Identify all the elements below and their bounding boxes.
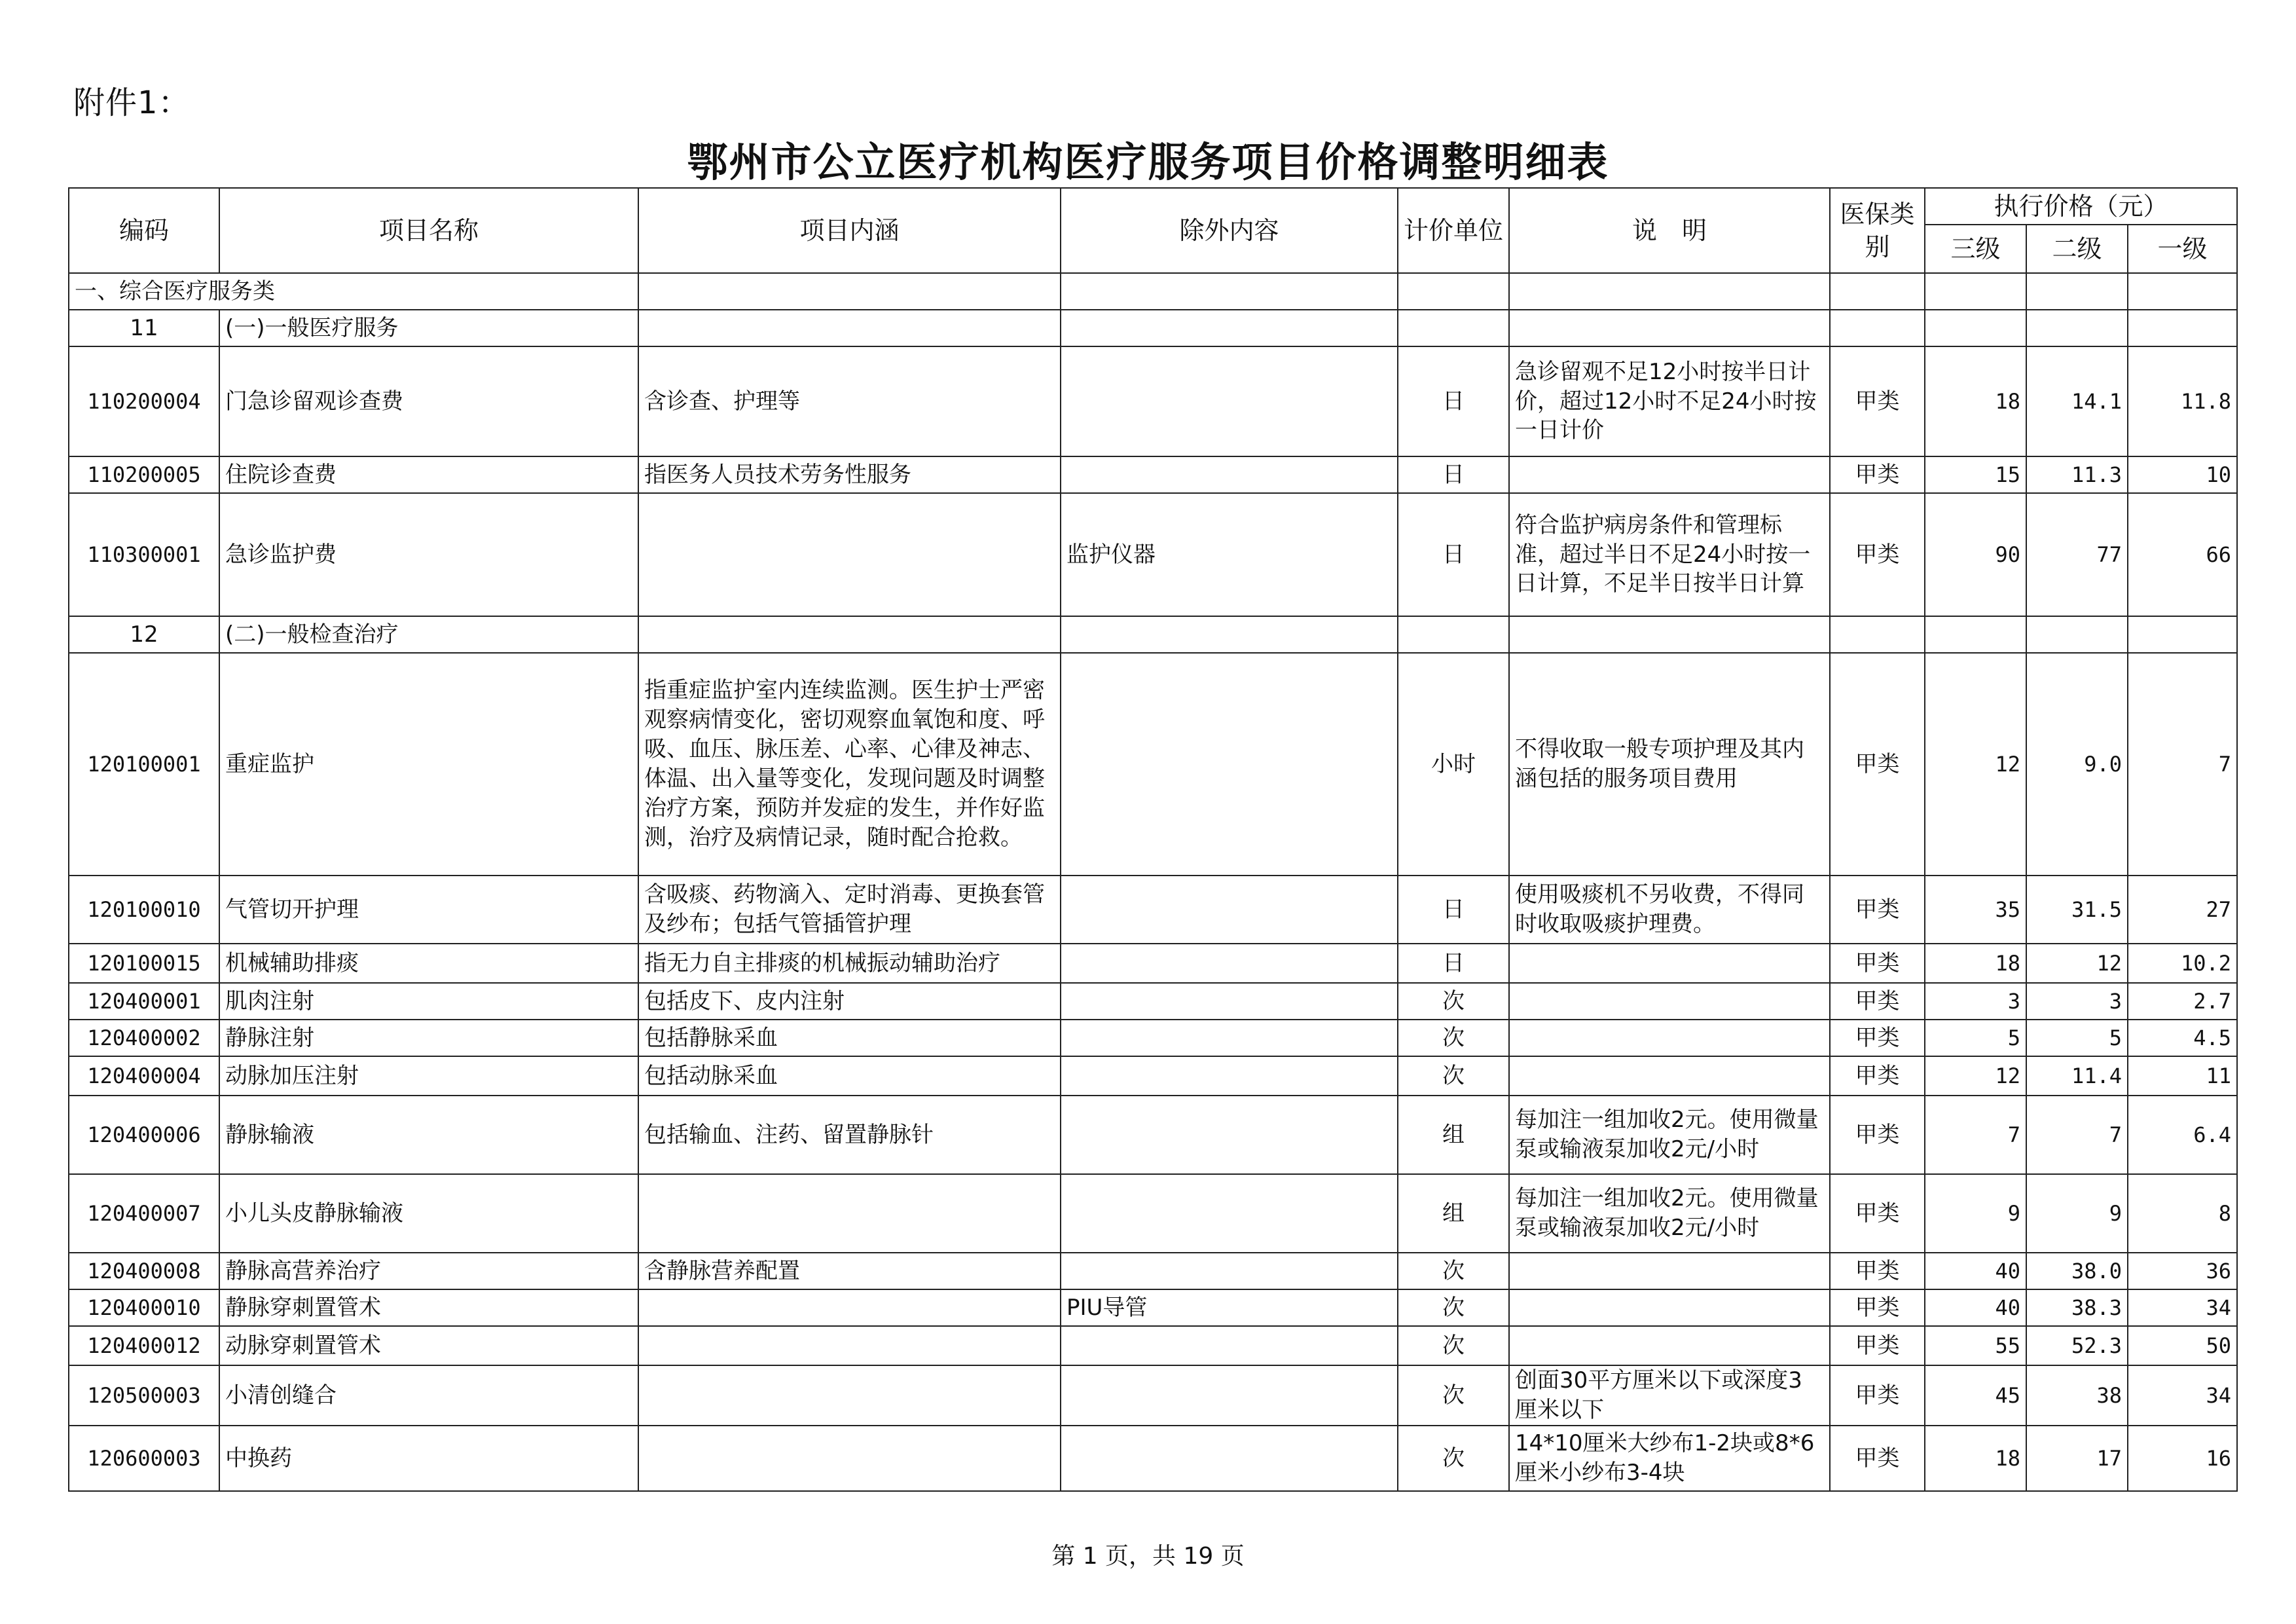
header-exclude: 除外内容 (1061, 188, 1398, 273)
price-level2: 9 (2026, 1174, 2128, 1253)
item-code: 110200005 (69, 456, 219, 493)
price-level3: 5 (1925, 1020, 2026, 1056)
item-unit: 次 (1398, 1326, 1509, 1365)
price-level3: 7 (1925, 1096, 2026, 1174)
item-insurance: 甲类 (1830, 1326, 1925, 1365)
item-code: 120400007 (69, 1174, 219, 1253)
price-level1: 2.7 (2128, 983, 2237, 1020)
empty-cell (1509, 616, 1830, 653)
price-level2: 12 (2026, 944, 2128, 983)
item-code: 110200004 (69, 346, 219, 456)
item-note (1509, 1056, 1830, 1096)
price-level2: 9.0 (2026, 653, 2128, 876)
table-row (69, 456, 2237, 493)
item-code: 120100001 (69, 653, 219, 876)
price-level3: 90 (1925, 493, 2026, 616)
item-insurance: 甲类 (1830, 1365, 1925, 1426)
item-exclude (1061, 1174, 1398, 1253)
item-exclude (1061, 653, 1398, 876)
item-name: 气管切开护理 (219, 876, 638, 944)
table-body (69, 273, 2237, 1491)
empty-cell (1061, 273, 1398, 310)
item-exclude (1061, 944, 1398, 983)
table-row (69, 616, 2237, 653)
item-unit: 组 (1398, 1174, 1509, 1253)
price-level2: 11.3 (2026, 456, 2128, 493)
item-code: 120100010 (69, 876, 219, 944)
item-unit: 次 (1398, 1020, 1509, 1056)
price-level1: 34 (2128, 1289, 2237, 1326)
item-name: 肌肉注射 (219, 983, 638, 1020)
price-level1: 66 (2128, 493, 2237, 616)
price-level1: 50 (2128, 1326, 2237, 1365)
empty-cell (2128, 310, 2237, 346)
section-title: 一、综合医疗服务类 (69, 273, 638, 310)
item-code: 120400001 (69, 983, 219, 1020)
price-level1: 7 (2128, 653, 2237, 876)
item-unit: 日 (1398, 456, 1509, 493)
item-insurance: 甲类 (1830, 456, 1925, 493)
empty-cell (1509, 310, 1830, 346)
group-code: 11 (69, 310, 219, 346)
price-level3: 12 (1925, 653, 2026, 876)
table-row (69, 1253, 2237, 1289)
table-row (69, 983, 2237, 1020)
item-content: 含诊查、护理等 (638, 346, 1061, 456)
price-level2: 7 (2026, 1096, 2128, 1174)
item-note: 符合监护病房条件和管理标准，超过半日不足24小时按一日计算，不足半日按半日计算 (1509, 493, 1830, 616)
table-row (69, 1289, 2237, 1326)
price-level1: 36 (2128, 1253, 2237, 1289)
item-insurance: 甲类 (1830, 983, 1925, 1020)
item-content: 包括输血、注药、留置静脉针 (638, 1096, 1061, 1174)
price-level1: 27 (2128, 876, 2237, 944)
price-level1: 10.2 (2128, 944, 2237, 983)
price-level1: 4.5 (2128, 1020, 2237, 1056)
header-note: 说 明 (1509, 188, 1830, 273)
item-insurance: 甲类 (1830, 1020, 1925, 1056)
empty-cell (1925, 616, 2026, 653)
item-insurance: 甲类 (1830, 1174, 1925, 1253)
item-code: 120400010 (69, 1289, 219, 1326)
item-note: 使用吸痰机不另收费，不得同时收取吸痰护理费。 (1509, 876, 1830, 944)
item-name: 静脉穿刺置管术 (219, 1289, 638, 1326)
item-content: 含静脉营养配置 (638, 1253, 1061, 1289)
empty-cell (2128, 616, 2237, 653)
item-content (638, 1365, 1061, 1426)
item-exclude (1061, 1365, 1398, 1426)
price-level3: 45 (1925, 1365, 2026, 1426)
price-level2: 38.3 (2026, 1289, 2128, 1326)
item-name: 门急诊留观诊查费 (219, 346, 638, 456)
price-level3: 55 (1925, 1326, 2026, 1365)
table-row (69, 310, 2237, 346)
table-row (69, 1020, 2237, 1056)
table-row (69, 1326, 2237, 1365)
empty-cell (638, 273, 1061, 310)
group-title: (二)一般检查治疗 (219, 616, 638, 653)
item-note (1509, 1289, 1830, 1326)
group-code: 12 (69, 616, 219, 653)
price-level1: 11.8 (2128, 346, 2237, 456)
price-level1: 6.4 (2128, 1096, 2237, 1174)
item-name: 小清创缝合 (219, 1365, 638, 1426)
price-level2: 31.5 (2026, 876, 2128, 944)
item-insurance: 甲类 (1830, 1253, 1925, 1289)
table-row (69, 1365, 2237, 1426)
price-level2: 11.4 (2026, 1056, 2128, 1096)
item-note (1509, 456, 1830, 493)
empty-cell (1398, 273, 1509, 310)
item-content: 包括动脉采血 (638, 1056, 1061, 1096)
attachment-label: 附件1： (73, 84, 191, 121)
price-level3: 35 (1925, 876, 2026, 944)
item-content (638, 493, 1061, 616)
page-title: 鄂州市公立医疗机构医疗服务项目价格调整明细表 (687, 138, 1609, 186)
item-content: 包括皮下、皮内注射 (638, 983, 1061, 1020)
item-note: 每加注一组加收2元。使用微量泵或输液泵加收2元/小时 (1509, 1174, 1830, 1253)
item-insurance: 甲类 (1830, 493, 1925, 616)
table-row (69, 493, 2237, 616)
price-level3: 18 (1925, 944, 2026, 983)
empty-cell (2026, 273, 2128, 310)
item-exclude (1061, 1253, 1398, 1289)
empty-cell (2026, 310, 2128, 346)
header-level1: 一级 (2128, 225, 2237, 273)
item-unit: 小时 (1398, 653, 1509, 876)
empty-cell (1830, 616, 1925, 653)
item-code: 120500003 (69, 1365, 219, 1426)
item-name: 重症监护 (219, 653, 638, 876)
item-exclude: 监护仪器 (1061, 493, 1398, 616)
item-name: 动脉穿刺置管术 (219, 1326, 638, 1365)
table-row (69, 1056, 2237, 1096)
item-note: 不得收取一般专项护理及其内涵包括的服务项目费用 (1509, 653, 1830, 876)
item-content (638, 1326, 1061, 1365)
empty-cell (1398, 616, 1509, 653)
empty-cell (638, 616, 1061, 653)
header-content: 项目内涵 (638, 188, 1061, 273)
item-note: 创面30平方厘米以下或深度3厘米以下 (1509, 1365, 1830, 1426)
price-level3: 18 (1925, 1426, 2026, 1491)
item-name: 静脉输液 (219, 1096, 638, 1174)
empty-cell (638, 310, 1061, 346)
price-level1: 11 (2128, 1056, 2237, 1096)
item-unit: 次 (1398, 1365, 1509, 1426)
price-level1: 16 (2128, 1426, 2237, 1491)
item-unit: 次 (1398, 1289, 1509, 1326)
empty-cell (2128, 273, 2237, 310)
item-content: 指医务人员技术劳务性服务 (638, 456, 1061, 493)
header-level3: 三级 (1925, 225, 2026, 273)
price-level1: 10 (2128, 456, 2237, 493)
item-code: 120400008 (69, 1253, 219, 1289)
table-row (69, 346, 2237, 456)
table-row (69, 1174, 2237, 1253)
empty-cell (1061, 616, 1398, 653)
empty-cell (1925, 310, 2026, 346)
table-row (69, 273, 2237, 310)
item-note (1509, 1326, 1830, 1365)
price-level2: 14.1 (2026, 346, 2128, 456)
empty-cell (1061, 310, 1398, 346)
table-row (69, 944, 2237, 983)
item-note (1509, 1020, 1830, 1056)
item-name: 小儿头皮静脉输液 (219, 1174, 638, 1253)
item-note (1509, 983, 1830, 1020)
item-exclude (1061, 1426, 1398, 1491)
header-name: 项目名称 (219, 188, 638, 273)
item-content: 指无力自主排痰的机械振动辅助治疗 (638, 944, 1061, 983)
item-unit: 次 (1398, 983, 1509, 1020)
price-level1: 34 (2128, 1365, 2237, 1426)
price-level3: 12 (1925, 1056, 2026, 1096)
empty-cell (1830, 310, 1925, 346)
price-level3: 9 (1925, 1174, 2026, 1253)
item-unit: 日 (1398, 493, 1509, 616)
item-exclude (1061, 346, 1398, 456)
item-note: 每加注一组加收2元。使用微量泵或输液泵加收2元/小时 (1509, 1096, 1830, 1174)
item-exclude (1061, 876, 1398, 944)
item-insurance: 甲类 (1830, 1289, 1925, 1326)
price-level2: 52.3 (2026, 1326, 2128, 1365)
item-exclude (1061, 456, 1398, 493)
empty-cell (2026, 616, 2128, 653)
item-exclude: PIU导管 (1061, 1289, 1398, 1326)
item-code: 120400012 (69, 1326, 219, 1365)
empty-cell (1830, 273, 1925, 310)
item-content: 含吸痰、药物滴入、定时消毒、更换套管及纱布；包括气管插管护理 (638, 876, 1061, 944)
item-insurance: 甲类 (1830, 1096, 1925, 1174)
item-unit: 日 (1398, 346, 1509, 456)
item-exclude (1061, 1096, 1398, 1174)
item-insurance: 甲类 (1830, 1426, 1925, 1491)
price-level2: 3 (2026, 983, 2128, 1020)
item-unit: 日 (1398, 944, 1509, 983)
item-content (638, 1289, 1061, 1326)
item-insurance: 甲类 (1830, 346, 1925, 456)
table-row (69, 1096, 2237, 1174)
table-row (69, 653, 2237, 876)
item-exclude (1061, 1326, 1398, 1365)
item-unit: 次 (1398, 1056, 1509, 1096)
item-note (1509, 944, 1830, 983)
price-table (68, 187, 2238, 1492)
empty-cell (1925, 273, 2026, 310)
item-content: 包括静脉采血 (638, 1020, 1061, 1056)
item-name: 静脉注射 (219, 1020, 638, 1056)
item-exclude (1061, 983, 1398, 1020)
item-note: 急诊留观不足12小时按半日计价，超过12小时不足24小时按一日计价 (1509, 346, 1830, 456)
item-content: 指重症监护室内连续监测。医生护士严密观察病情变化，密切观察血氧饱和度、呼吸、血压、脉压差、心率、心律及神志、体温、出入量等变化，发现问题及时调整治疗方案，预防并发症的发生，并作好监测，治疗及病情记录，随时配合抢救。 (638, 653, 1061, 876)
price-level2: 17 (2026, 1426, 2128, 1491)
item-name: 机械辅助排痰 (219, 944, 638, 983)
item-code: 120400006 (69, 1096, 219, 1174)
header-code: 编码 (69, 188, 219, 273)
item-name: 中换药 (219, 1426, 638, 1491)
item-insurance: 甲类 (1830, 876, 1925, 944)
item-code: 120600003 (69, 1426, 219, 1491)
price-level1: 8 (2128, 1174, 2237, 1253)
header-unit: 计价单位 (1398, 188, 1509, 273)
item-insurance: 甲类 (1830, 653, 1925, 876)
price-level3: 40 (1925, 1289, 2026, 1326)
price-level3: 40 (1925, 1253, 2026, 1289)
item-content (638, 1426, 1061, 1491)
empty-cell (1509, 273, 1830, 310)
item-insurance: 甲类 (1830, 944, 1925, 983)
table-row (69, 876, 2237, 944)
price-level3: 18 (1925, 346, 2026, 456)
item-note: 14*10厘米大纱布1-2块或8*6厘米小纱布3-4块 (1509, 1426, 1830, 1491)
group-title: (一)一般医疗服务 (219, 310, 638, 346)
item-name: 住院诊查费 (219, 456, 638, 493)
item-exclude (1061, 1020, 1398, 1056)
header-level2: 二级 (2026, 225, 2128, 273)
item-unit: 日 (1398, 876, 1509, 944)
price-level2: 77 (2026, 493, 2128, 616)
item-name: 急诊监护费 (219, 493, 638, 616)
item-insurance: 甲类 (1830, 1056, 1925, 1096)
item-note (1509, 1253, 1830, 1289)
price-level2: 38.0 (2026, 1253, 2128, 1289)
item-unit: 次 (1398, 1253, 1509, 1289)
item-unit: 次 (1398, 1426, 1509, 1491)
price-level2: 5 (2026, 1020, 2128, 1056)
item-code: 120400002 (69, 1020, 219, 1056)
item-code: 120100015 (69, 944, 219, 983)
item-name: 动脉加压注射 (219, 1056, 638, 1096)
price-level2: 38 (2026, 1365, 2128, 1426)
page-number: 第 1 页，共 19 页 (1051, 1543, 1245, 1570)
header-price: 执行价格（元） (1925, 188, 2237, 225)
item-exclude (1061, 1056, 1398, 1096)
empty-cell (1398, 310, 1509, 346)
item-content (638, 1174, 1061, 1253)
table-header (69, 188, 2237, 273)
item-name: 静脉高营养治疗 (219, 1253, 638, 1289)
table-row (69, 1426, 2237, 1491)
price-level3: 3 (1925, 983, 2026, 1020)
header-insurance: 医保类别 (1830, 188, 1925, 273)
price-level3: 15 (1925, 456, 2026, 493)
item-unit: 组 (1398, 1096, 1509, 1174)
item-code: 120400004 (69, 1056, 219, 1096)
item-code: 110300001 (69, 493, 219, 616)
